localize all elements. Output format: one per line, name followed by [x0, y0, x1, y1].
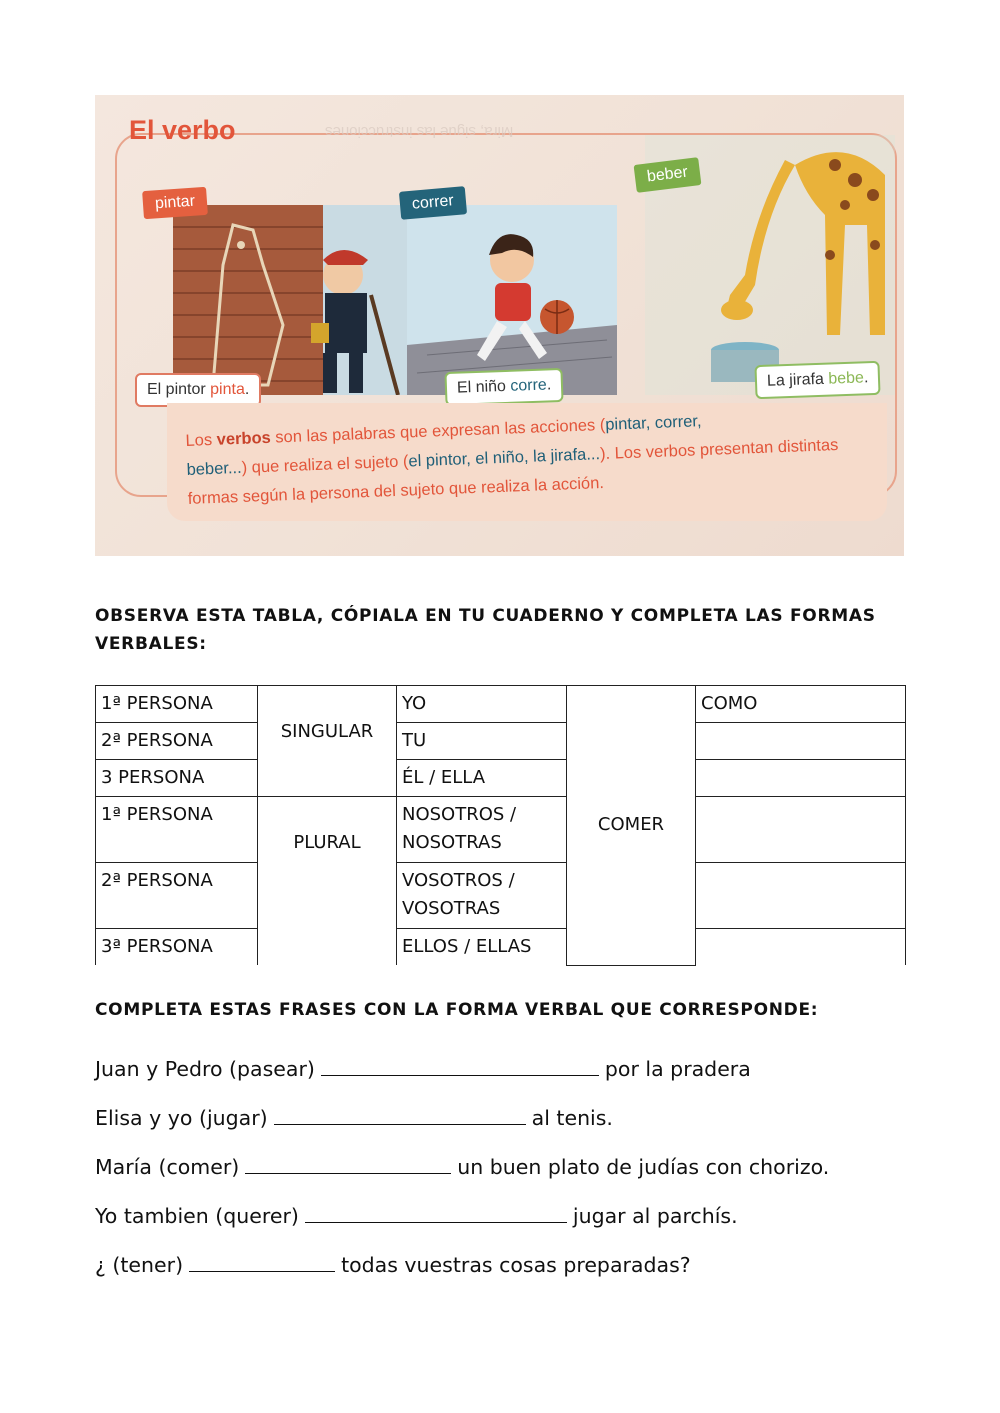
table-row [96, 797, 906, 863]
number-plural-cell: PLURAL [258, 797, 397, 966]
tag-beber: beber [634, 157, 702, 193]
sentence-2: Elisa y yo (jugar) al tenis. [95, 1106, 613, 1130]
conjugation-table [95, 685, 906, 966]
answer-blank[interactable] [274, 1104, 526, 1125]
verb-cell: COMER [567, 686, 696, 966]
table-row [96, 929, 906, 966]
textbook-photo [95, 95, 904, 556]
definition-box [167, 403, 887, 521]
caption-boy: El niño corre. [444, 368, 563, 406]
answer-blank[interactable] [245, 1153, 451, 1174]
table-instructions: OBSERVA ESTA TABLA, CÓPIALA EN TU CUADERNO Y COMPLETA LAS FORMAS VERBALES: [95, 606, 876, 654]
table-row [96, 723, 906, 760]
pronoun-cell: YO [397, 686, 567, 723]
answer-blank[interactable] [321, 1055, 599, 1076]
sentence-4: Yo tambien (querer) jugar al parchís. [95, 1204, 738, 1228]
answer-blank[interactable] [305, 1202, 567, 1223]
pronoun-cell: TU [397, 723, 567, 760]
pronoun-cell: ÉL / ELLA [397, 760, 567, 797]
table-row [96, 863, 906, 929]
sentences-instructions: COMPLETA ESTAS FRASES CON LA FORMA VERBAL QUE CORRESPONDE: [95, 1000, 819, 1020]
running-boy-illustration [407, 205, 617, 395]
persona-cell: 1ª PERSONA [96, 686, 258, 723]
sentence-3: María (comer) un buen plato de judías con chorizo. [95, 1155, 830, 1179]
pronoun-cell: NOSOTROS / NOSOTRAS [397, 797, 567, 863]
persona-cell: 3ª PERSONA [96, 929, 258, 966]
answer-blank[interactable] [189, 1251, 335, 1272]
persona-cell: 1ª PERSONA [96, 797, 258, 863]
bleed-through-text: Mira, sigue las instrucciones [325, 123, 514, 140]
tag-pintar: pintar [142, 187, 208, 219]
caption-painter: El pintor pinta. [135, 373, 261, 407]
persona-cell: 3 PERSONA [96, 760, 258, 797]
persona-cell: 2ª PERSONA [96, 863, 258, 929]
table-row [96, 686, 906, 723]
verb-form-cell[interactable] [696, 760, 906, 797]
verb-form-cell[interactable] [696, 797, 906, 863]
caption-giraffe: La jirafa bebe. [754, 361, 881, 399]
verb-form-cell[interactable]: COMO [696, 686, 906, 723]
sentence-1: Juan y Pedro (pasear) por la pradera [95, 1057, 751, 1081]
verb-form-cell[interactable] [696, 929, 906, 966]
painter-illustration [173, 205, 413, 395]
textbook-title: El verbo [129, 115, 236, 145]
tag-correr: correr [399, 186, 467, 220]
persona-cell: 2ª PERSONA [96, 723, 258, 760]
verb-form-cell[interactable] [696, 863, 906, 929]
table-row [96, 760, 906, 797]
number-singular-cell: SINGULAR [258, 686, 397, 797]
pronoun-cell: ELLOS / ELLAS [397, 929, 567, 966]
definition-text: Los verbos son las palabras que expresan las acciones (pintar, correr, beber...) que realiza el sujeto (el pintor, el niño, la jirafa...). Los verbos presentan distintas formas según la persona del sujeto que realiza la acción. [185, 412, 839, 508]
verb-form-cell[interactable] [696, 723, 906, 760]
sentence-5: ¿ (tener) todas vuestras cosas preparadas? [95, 1253, 691, 1277]
pronoun-cell: VOSOTROS / VOSOTRAS [397, 863, 567, 929]
